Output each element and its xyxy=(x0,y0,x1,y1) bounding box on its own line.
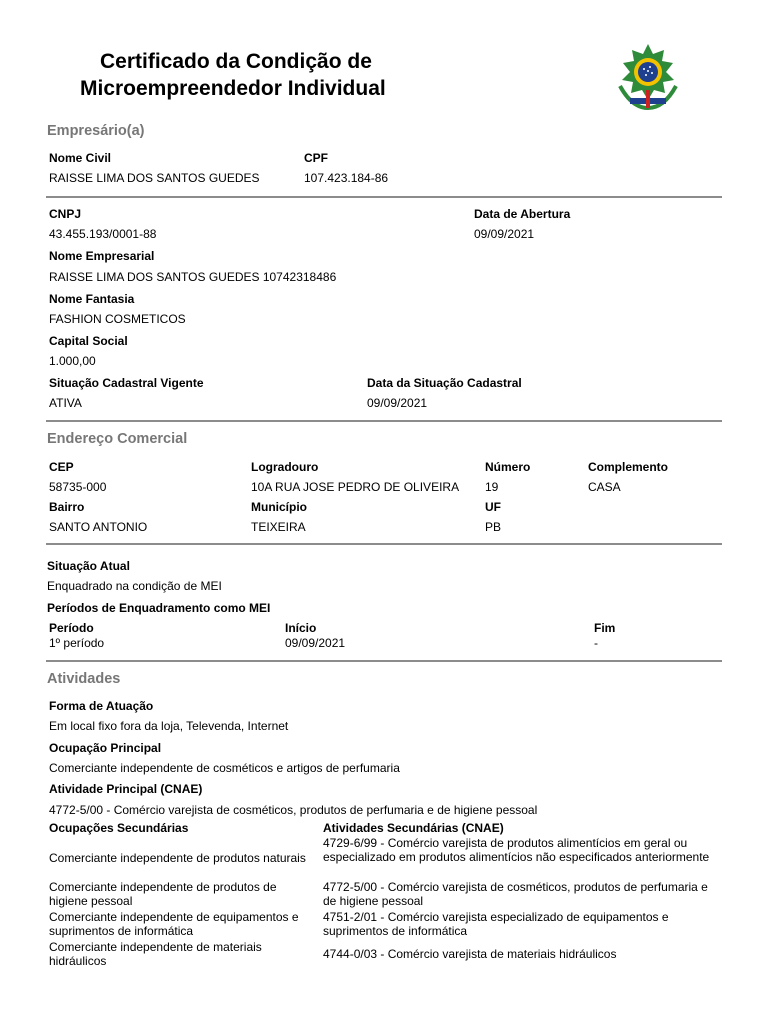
certificate-title-line2: Microempreendedor Individual xyxy=(80,77,386,100)
situacao-atual-value: Enquadrado na condição de MEI xyxy=(47,579,222,593)
divider xyxy=(46,660,722,662)
nome-civil-value: RAISSE LIMA DOS SANTOS GUEDES xyxy=(49,171,260,185)
fim-value: - xyxy=(594,636,598,650)
atividade-secundaria-4: 4744-0/03 - Comércio varejista de materiais hidráulicos xyxy=(323,947,617,961)
cep-label: CEP xyxy=(49,460,74,474)
section-atividades: Atividades xyxy=(47,671,121,687)
divider xyxy=(46,196,722,198)
situacao-cadastral-value: ATIVA xyxy=(49,396,82,410)
cnpj-label: CNPJ xyxy=(49,207,82,221)
forma-atuacao-label: Forma de Atuação xyxy=(49,699,154,713)
forma-atuacao-value: Em local fixo fora da loja, Televenda, Internet xyxy=(49,719,289,733)
nome-fantasia-value: FASHION COSMETICOS xyxy=(49,312,186,326)
periodos-label: Períodos de Enquadramento como MEI xyxy=(47,601,271,615)
cpf-value: 107.423.184-86 xyxy=(304,171,389,185)
divider xyxy=(46,420,722,422)
data-situacao-label: Data da Situação Cadastral xyxy=(367,376,522,390)
atividades-secundarias-header: Atividades Secundárias (CNAE) xyxy=(323,821,504,835)
fim-header: Fim xyxy=(594,621,616,635)
inicio-value: 09/09/2021 xyxy=(285,636,346,650)
ocupacao-principal-value: Comerciante independente de cosméticos e artigos de perfumaria xyxy=(49,761,400,775)
ocupacao-principal-label: Ocupação Principal xyxy=(49,741,162,755)
ocupacao-secundaria-3: Comerciante independente de equipamentos e suprimentos de informática xyxy=(49,910,299,938)
section-endereco: Endereço Comercial xyxy=(47,431,188,447)
atividade-secundaria-2: 4772-5/00 - Comércio varejista de cosméticos, produtos de perfumaria e de higiene pessoal xyxy=(323,880,708,908)
uf-value: PB xyxy=(485,520,502,534)
nome-empresarial-value: RAISSE LIMA DOS SANTOS GUEDES 10742318486 xyxy=(49,270,337,284)
section-empresario: Empresário(a) xyxy=(47,123,145,139)
capital-social-label: Capital Social xyxy=(49,334,128,348)
numero-value: 19 xyxy=(485,480,499,494)
situacao-atual-label: Situação Atual xyxy=(47,559,130,573)
atividade-secundaria-1: 4729-6/99 - Comércio varejista de produtos alimentícios em geral ou especializado em produtos alimentícios não especificados anteriormente xyxy=(323,836,710,864)
data-abertura-value: 09/09/2021 xyxy=(474,227,535,241)
divider xyxy=(46,543,722,545)
ocupacoes-secundarias-header: Ocupações Secundárias xyxy=(49,821,189,835)
certificate-title-line1: Certificado da Condição de xyxy=(100,50,372,73)
nome-fantasia-label: Nome Fantasia xyxy=(49,292,135,306)
nome-empresarial-label: Nome Empresarial xyxy=(49,249,155,263)
bairro-value: SANTO ANTONIO xyxy=(49,520,148,534)
numero-label: Número xyxy=(485,460,531,474)
cep-value: 58735-000 xyxy=(49,480,107,494)
data-abertura-label: Data de Abertura xyxy=(474,207,571,221)
atividade-principal-label: Atividade Principal (CNAE) xyxy=(49,782,203,796)
municipio-value: TEIXEIRA xyxy=(251,520,306,534)
complemento-value: CASA xyxy=(588,480,621,494)
periodo-value: 1º período xyxy=(49,636,105,650)
ocupacao-secundaria-1: Comerciante independente de produtos naturais xyxy=(49,851,306,865)
logradouro-value: 10A RUA JOSE PEDRO DE OLIVEIRA xyxy=(251,480,460,494)
periodo-header: Período xyxy=(49,621,94,635)
uf-label: UF xyxy=(485,500,501,514)
capital-social-value: 1.000,00 xyxy=(49,354,96,368)
atividade-principal-value: 4772-5/00 - Comércio varejista de cosméticos, produtos de perfumaria e de higiene pessoal xyxy=(49,803,538,817)
logradouro-label: Logradouro xyxy=(251,460,319,474)
inicio-header: Início xyxy=(285,621,317,635)
data-situacao-value: 09/09/2021 xyxy=(367,396,428,410)
atividade-secundaria-3: 4751-2/01 - Comércio varejista especializado de equipamentos e suprimentos de informática xyxy=(323,910,669,938)
ocupacao-secundaria-2: Comerciante independente de produtos de higiene pessoal xyxy=(49,880,277,908)
bairro-label: Bairro xyxy=(49,500,85,514)
situacao-cadastral-label: Situação Cadastral Vigente xyxy=(49,376,204,390)
ocupacao-secundaria-4: Comerciante independente de materiais hidráulicos xyxy=(49,940,262,968)
complemento-label: Complemento xyxy=(588,460,669,474)
municipio-label: Município xyxy=(251,500,307,514)
cnpj-value: 43.455.193/0001-88 xyxy=(49,227,157,241)
coat-of-arms-icon xyxy=(612,42,684,114)
nome-civil-label: Nome Civil xyxy=(49,151,112,165)
cpf-label: CPF xyxy=(304,151,328,165)
